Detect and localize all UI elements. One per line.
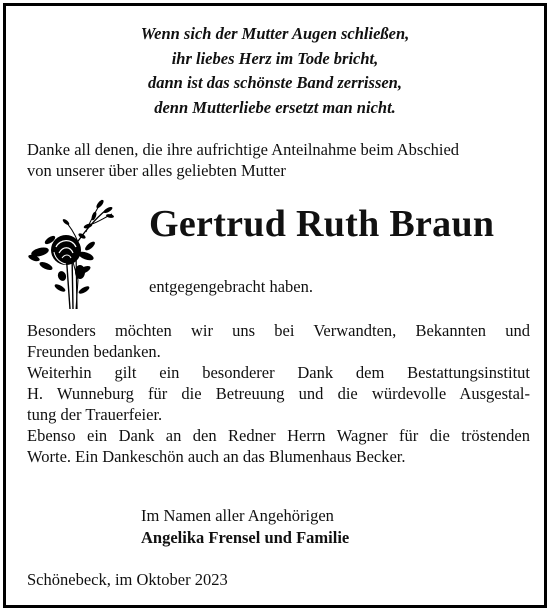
signature — [141, 505, 349, 549]
thanks-line: Ebenso ein Dank an den Redner Herrn Wagner für die tröstenden — [27, 426, 530, 445]
thanks-text — [27, 320, 530, 467]
obituary-notice — [3, 3, 547, 608]
thanks-line: Weiterhin gilt ein besonderer Dank dem Bestattungsinstitut — [27, 363, 530, 382]
thanks-line: tung der Trauerfeier. — [27, 405, 163, 424]
signature-names: Angelika Frensel und Familie — [141, 528, 350, 547]
thanks-line: Besonders möchten wir uns bei Verwandten, Bekannten und — [27, 321, 530, 340]
intro-line: Danke all denen, die ihre aufrichtige Anteilnahme beim Abschied — [27, 140, 460, 159]
poem-line: Wenn sich der Mutter Augen schließen, — [140, 24, 410, 43]
rose-bouquet-icon — [26, 192, 116, 310]
poem-line: ihr liebes Herz im Tode bricht, — [171, 48, 379, 68]
poem-line: denn Mutterliebe ersetzt man nicht. — [154, 97, 396, 117]
poem-line: dann ist das schönste Band zerrissen, — [148, 73, 402, 92]
thanks-line: Worte. Ein Dankeschön auch an das Blumenhaus Becker. — [27, 447, 406, 466]
poem — [6, 22, 544, 120]
thanks-line: Freunden bedanken. — [27, 342, 161, 361]
deceased-name: Gertrud Ruth Braun — [149, 203, 495, 245]
thanks-line: H. Wunneburg für die Betreuung und die würdevolle Ausgestal- — [27, 384, 530, 403]
intro-text — [27, 139, 532, 181]
signature-line: Im Namen aller Angehörigen — [141, 506, 334, 525]
intro-line: von unserer über alles geliebten Mutter — [27, 161, 286, 180]
after-name-text: entgegengebracht haben. — [149, 277, 314, 296]
place-date: Schönebeck, im Oktober 2023 — [27, 570, 228, 589]
